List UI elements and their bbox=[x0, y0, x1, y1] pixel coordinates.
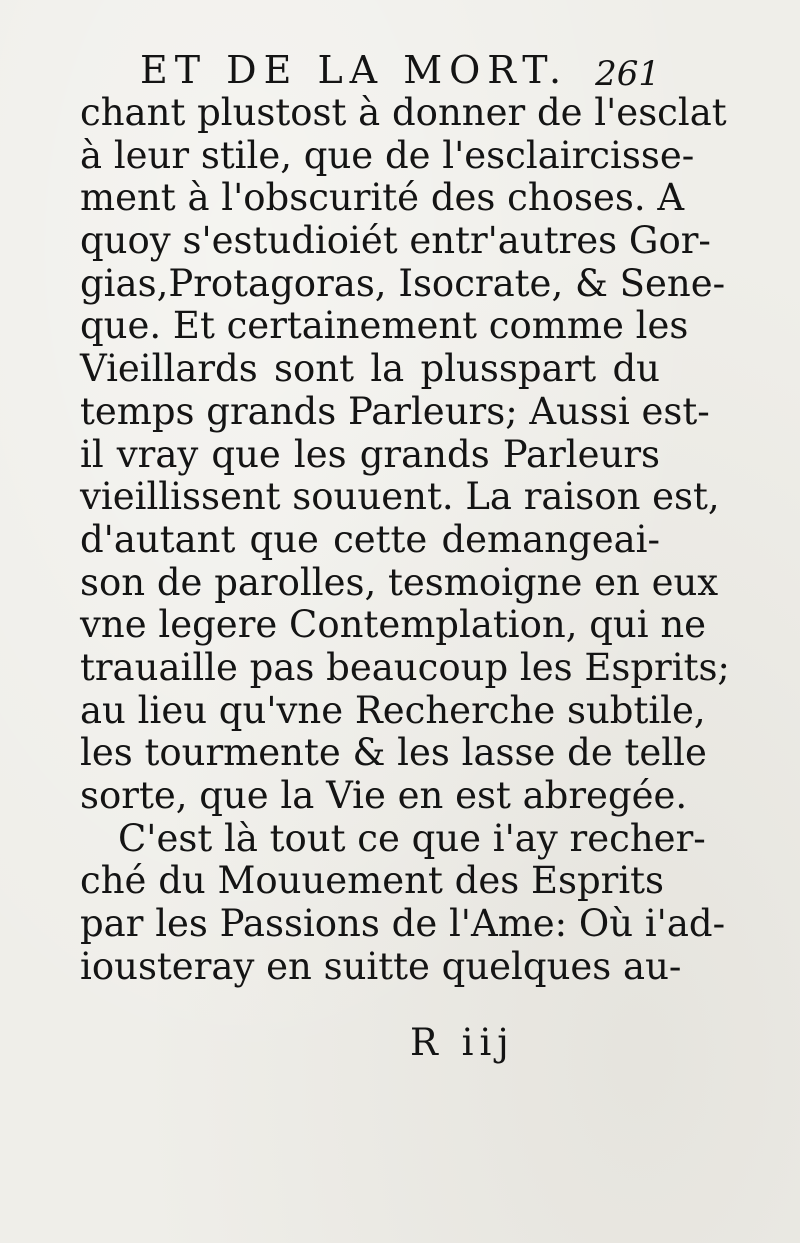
text-line: par les Passions de l'Ame: Où i'ad- bbox=[80, 902, 726, 946]
text-line: quoy s'estudioiét entr'autres Gor- bbox=[80, 219, 711, 263]
page-number: 261 bbox=[595, 54, 660, 94]
paragraph-first-line: C'est là tout ce que i'ay recher- bbox=[118, 816, 706, 860]
text-line: gias,Protagoras, Isocrate, & Sene- bbox=[80, 261, 726, 305]
text-line: son de parolles, tesmoigne en eux bbox=[80, 560, 719, 604]
text-line: trauaille pas beaucoup les Esprits; bbox=[80, 645, 730, 689]
text-line: d'autant que cette demangeai- bbox=[80, 517, 660, 561]
signature-mark: R iij bbox=[410, 1021, 515, 1064]
text-line: ment à l'obscurité des choses. A bbox=[80, 176, 685, 220]
text-line: les tourmente & les lasse de telle bbox=[80, 731, 707, 775]
text-line: il vray que les grands Parleurs bbox=[80, 432, 660, 476]
text-line: au lieu qu'vne Recherche subtile, bbox=[80, 688, 706, 732]
text-line: chant plustost à donner de l'esclat bbox=[80, 91, 727, 134]
running-title: ET DE LA MORT. bbox=[140, 48, 569, 92]
text-line: Vieillards sont la plusspart du bbox=[80, 347, 660, 391]
text-line: que. Et certainement comme les bbox=[80, 304, 689, 348]
text-line: à leur stile, que de l'esclaircisse- bbox=[80, 133, 695, 177]
text-line: temps grands Parleurs; Aussi est- bbox=[80, 389, 710, 433]
text-line: vieillissent souuent. La raison est, bbox=[80, 475, 720, 519]
text-line: ché du Mouuement des Esprits bbox=[80, 859, 665, 903]
text-line: vne legere Contemplation, qui ne bbox=[80, 603, 707, 647]
text-line: iousteray en suitte quelques au- bbox=[80, 944, 682, 988]
text-line: sorte, que la Vie en est abregée. bbox=[80, 774, 688, 817]
body-text bbox=[80, 91, 730, 988]
